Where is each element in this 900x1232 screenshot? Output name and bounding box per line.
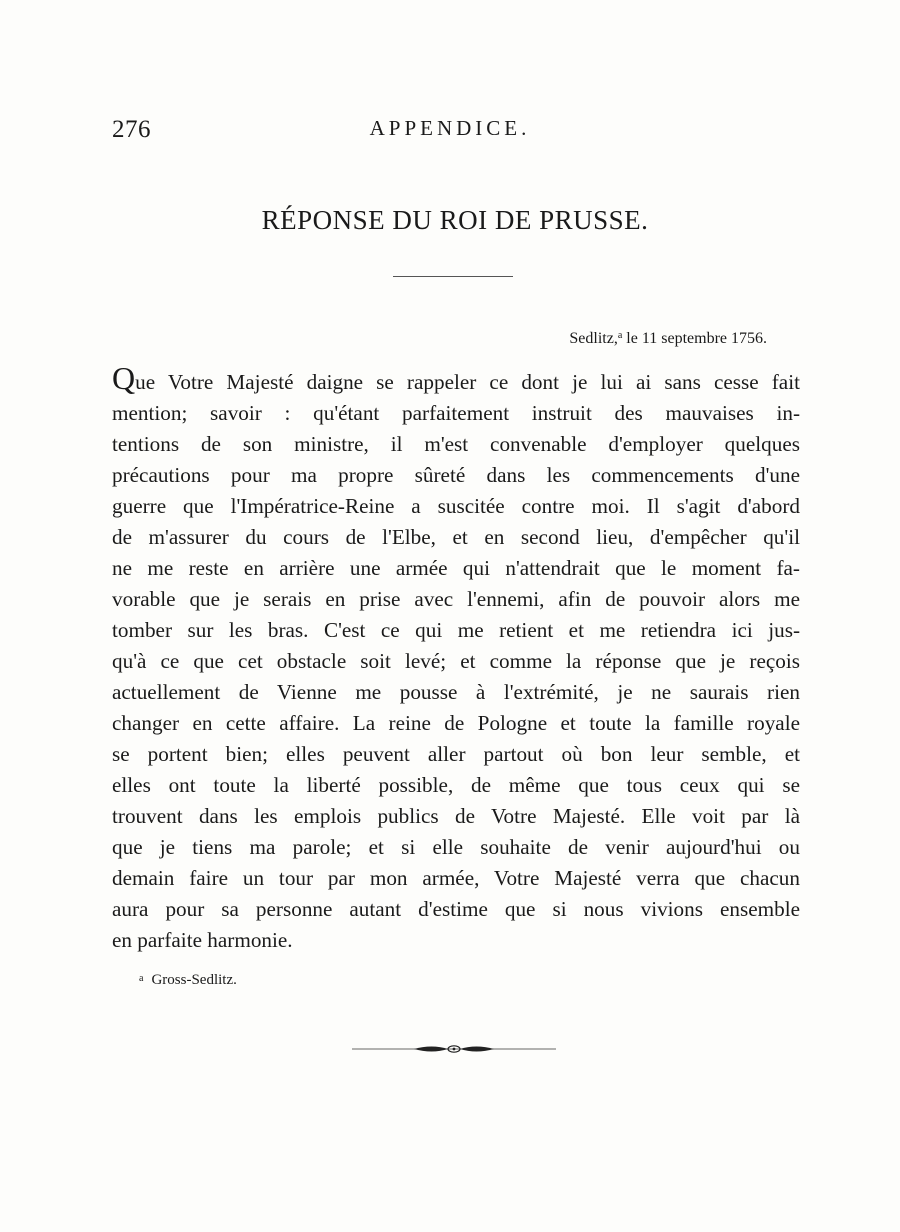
dateline [569, 330, 767, 348]
body-line: se portent bien; elles peuvent aller partout où bon leur semble, et [112, 742, 800, 766]
dateline-date: le 11 septembre 1756. [626, 330, 767, 347]
body-line: changer en cette affaire. La reine de Pologne et toute la famille royale [112, 711, 800, 735]
body-line: qu'à ce que cet obstacle soit levé; et comme la réponse que je reçois [112, 649, 800, 673]
tailpiece-ornament-icon [352, 1042, 556, 1061]
title-divider [393, 276, 513, 277]
body-line: elles ont toute la liberté possible, de même que tous ceux qui se [112, 773, 800, 797]
body-line: que je tiens ma parole; et si elle souhaite de venir aujourd'hui ou [112, 835, 800, 859]
body-line: actuellement de Vienne me pousse à l'extrémité, je ne saurais rien [112, 680, 800, 704]
running-head: APPENDICE. [369, 116, 531, 140]
drop-initial: Q [112, 360, 136, 396]
footnote [139, 972, 237, 989]
body-line: de m'assurer du cours de l'Elbe, et en second lieu, d'empêcher qu'il [112, 525, 800, 549]
body-line: en parfaite harmonie. [112, 928, 293, 952]
body-line: ne me reste en arrière une armée qui n'attendrait que le moment fa- [112, 556, 800, 580]
body-line: trouvent dans les emplois publics de Votre Majesté. Elle voit par là [112, 804, 800, 828]
footnote-marker: a [139, 973, 144, 984]
dateline-note-marker: a [617, 330, 623, 341]
body-line: tentions de son ministre, il m'est convenable d'employer quelques [112, 432, 800, 456]
body-line: vorable que je serais en prise avec l'ennemi, afin de pouvoir alors me [112, 587, 800, 611]
body-line: précautions pour ma propre sûreté dans les commencements d'une [112, 463, 800, 487]
body-line: guerre que l'Impératrice-Reine a suscitée contre moi. Il s'agit d'abord [112, 494, 800, 518]
page-number: 276 [112, 116, 151, 143]
body-line: mention; savoir : qu'étant parfaitement instruit des mauvaises in- [112, 401, 800, 425]
body-line: demain faire un tour par mon armée, Votre Majesté verra que chacun [112, 866, 800, 890]
body-line: tomber sur les bras. C'est ce qui me retient et me retiendra ici jus- [112, 618, 800, 642]
body-line: Que Votre Majesté daigne se rappeler ce dont je lui ai sans cesse fait [112, 360, 800, 396]
dateline-place: Sedlitz, [569, 330, 618, 347]
page-title: RÉPONSE DU ROI DE PRUSSE. [261, 205, 649, 235]
footnote-text: Gross-Sedlitz. [151, 972, 237, 988]
body-line: aura pour sa personne autant d'estime que si nous vivions ensemble [112, 897, 800, 921]
letter-body [112, 360, 800, 956]
